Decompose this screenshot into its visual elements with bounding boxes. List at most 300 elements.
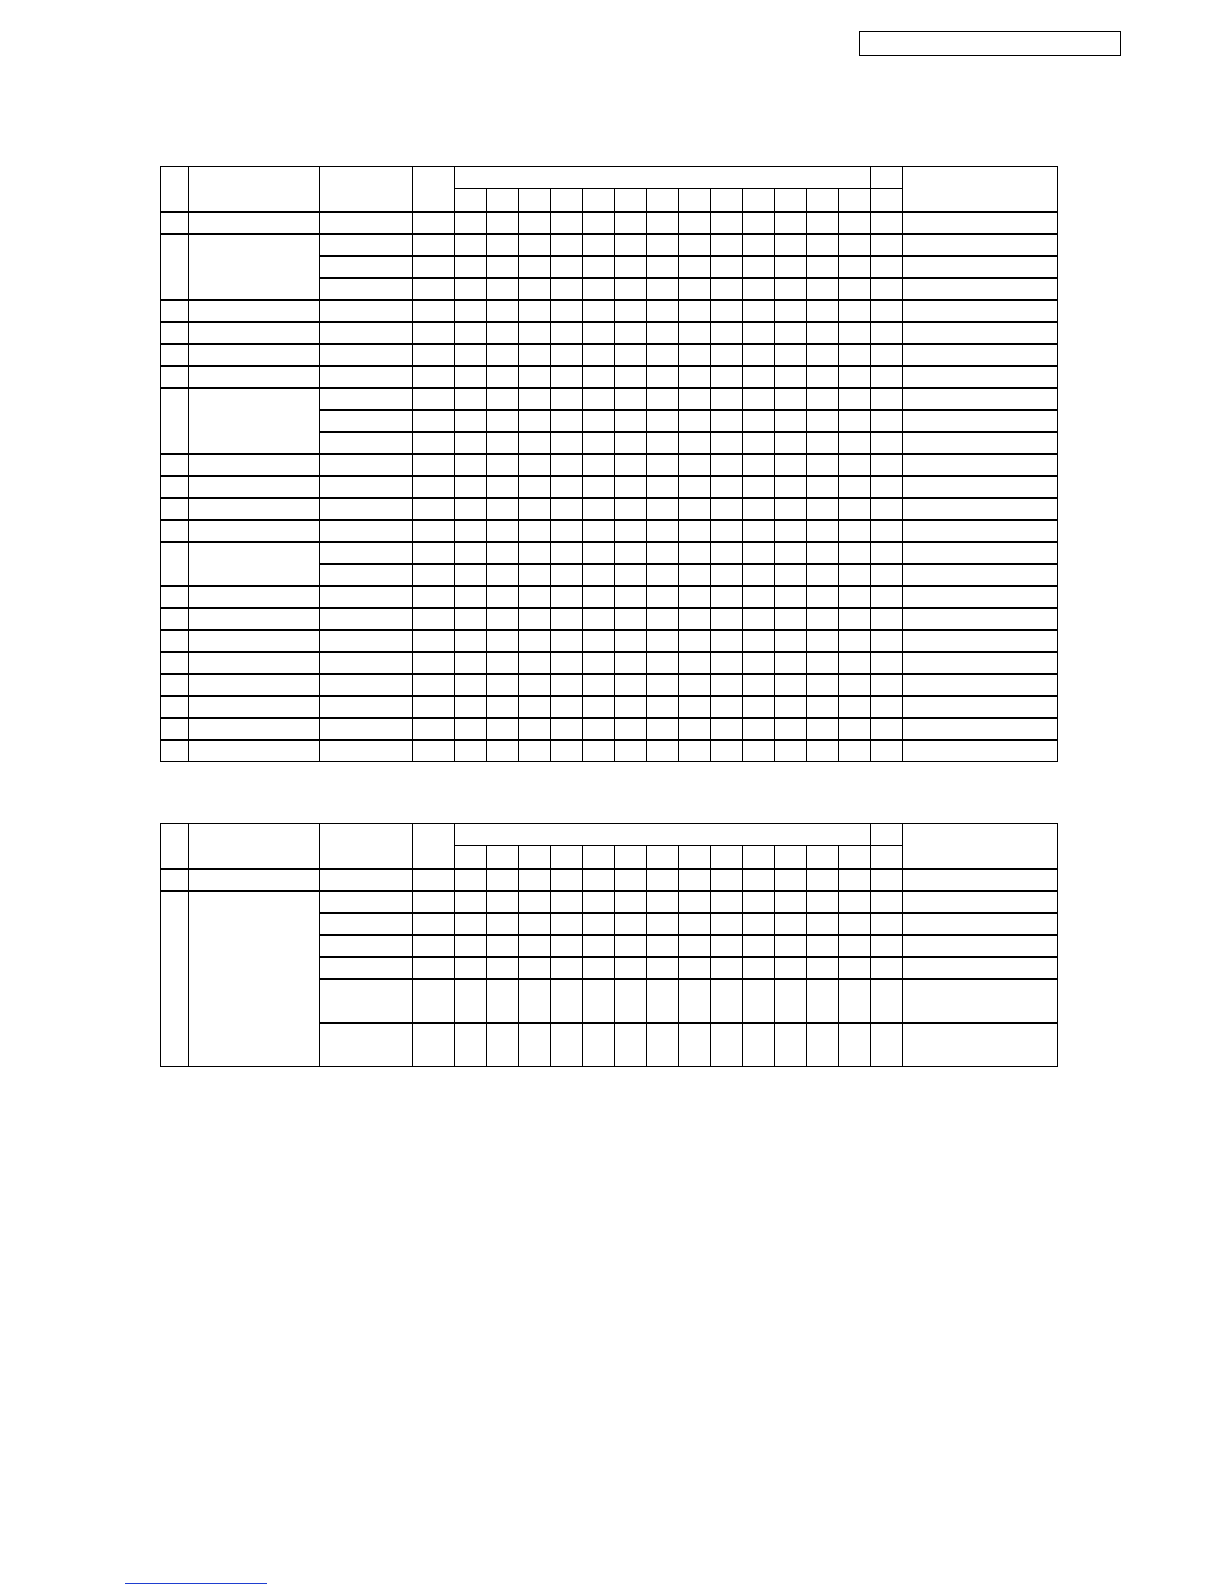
row-value-cell [711,212,743,234]
row-sub-item-cell [320,935,413,957]
table-header-row [161,167,1058,189]
row-value-cell [519,520,551,542]
row-value-cell [583,256,615,278]
row-value-cell [679,344,711,366]
table-row [161,366,1058,388]
row-unit-cell [413,410,455,432]
row-value-cell [615,740,647,762]
row-sub-item-cell [320,388,413,410]
row-sub-item-cell [320,520,413,542]
row-value-cell [455,410,487,432]
row-value-cell [487,586,519,608]
row-value-cell [871,935,903,957]
row-value-cell [679,630,711,652]
row-sub-item-cell [320,256,413,278]
row-value-cell [871,278,903,300]
row-sub-item-cell [320,674,413,696]
row-remarks-cell [903,344,1058,366]
row-unit-cell [413,1023,455,1067]
row-value-cell [807,957,839,979]
row-value-cell [711,869,743,891]
row-sub-item-cell [320,278,413,300]
row-value-cell [711,652,743,674]
row-value-cell [775,366,807,388]
row-value-cell [839,869,871,891]
row-value-cell [711,234,743,256]
row-unit-cell [413,476,455,498]
row-unit-cell [413,344,455,366]
row-value-cell [551,869,583,891]
row-value-cell [455,674,487,696]
row-value-cell [583,674,615,696]
row-value-cell [551,630,583,652]
row-value-cell [679,366,711,388]
row-value-cell [615,322,647,344]
row-sub-item-cell [320,476,413,498]
row-unit-cell [413,674,455,696]
header-cell-sub-item [320,167,413,212]
row-value-cell [711,498,743,520]
row-value-cell [871,454,903,476]
row-value-cell [807,586,839,608]
row-index-cell [161,586,189,608]
row-remarks-cell [903,740,1058,762]
row-index-cell [161,652,189,674]
row-sub-item-cell [320,913,413,935]
row-value-cell [775,234,807,256]
row-value-cell [615,608,647,630]
row-value-cell [551,454,583,476]
row-value-cell [487,652,519,674]
header-subcell [839,189,871,212]
header-cell-extra [871,167,903,189]
row-remarks-cell [903,476,1058,498]
row-value-cell [647,891,679,913]
row-value-cell [583,740,615,762]
row-value-cell [711,718,743,740]
row-value-cell [551,212,583,234]
row-value-cell [807,542,839,564]
row-value-cell [839,498,871,520]
header-subcell [679,846,711,869]
row-value-cell [871,608,903,630]
row-value-cell [679,542,711,564]
row-value-cell [455,344,487,366]
row-value-cell [839,740,871,762]
row-value-cell [775,498,807,520]
row-value-cell [775,564,807,586]
row-value-cell [679,476,711,498]
row-value-cell [615,586,647,608]
row-value-cell [839,913,871,935]
row-value-cell [583,586,615,608]
row-value-cell [871,979,903,1023]
row-value-cell [487,454,519,476]
row-value-cell [711,630,743,652]
table-row [161,300,1058,322]
row-value-cell [807,344,839,366]
row-value-cell [711,454,743,476]
row-value-cell [775,652,807,674]
row-value-cell [679,388,711,410]
row-value-cell [807,891,839,913]
row-value-cell [839,957,871,979]
row-sub-item-cell [320,498,413,520]
row-value-cell [551,957,583,979]
row-item-cell [189,454,320,476]
row-value-cell [775,696,807,718]
row-remarks-cell [903,913,1058,935]
row-value-cell [647,542,679,564]
row-value-cell [583,454,615,476]
row-index-cell [161,718,189,740]
row-value-cell [743,498,775,520]
row-value-cell [679,498,711,520]
row-value-cell [615,935,647,957]
row-value-cell [455,322,487,344]
row-value-cell [455,957,487,979]
table-row [161,388,1058,410]
row-value-cell [807,322,839,344]
row-unit-cell [413,979,455,1023]
document-reference-box [859,31,1121,56]
row-value-cell [807,278,839,300]
row-value-cell [743,913,775,935]
row-value-cell [519,212,551,234]
row-value-cell [487,979,519,1023]
row-value-cell [487,234,519,256]
row-value-cell [775,212,807,234]
data-table-one [160,166,1058,762]
row-value-cell [711,256,743,278]
row-remarks-cell [903,366,1058,388]
row-value-cell [519,322,551,344]
row-value-cell [647,388,679,410]
row-value-cell [455,740,487,762]
row-value-cell [711,913,743,935]
header-subcell [487,846,519,869]
row-value-cell [679,674,711,696]
table-row [161,586,1058,608]
row-value-cell [775,869,807,891]
row-value-cell [551,322,583,344]
row-value-cell [615,652,647,674]
row-value-cell [711,520,743,542]
row-value-cell [711,366,743,388]
row-value-cell [487,740,519,762]
row-remarks-cell [903,674,1058,696]
row-index-cell [161,542,189,586]
header-subcell [551,846,583,869]
row-remarks-cell [903,957,1058,979]
row-value-cell [551,278,583,300]
row-item-cell [189,891,320,1067]
row-remarks-cell [903,891,1058,913]
row-value-cell [583,212,615,234]
row-value-cell [519,740,551,762]
row-value-cell [455,542,487,564]
row-index-cell [161,740,189,762]
row-value-cell [775,300,807,322]
row-value-cell [839,608,871,630]
row-value-cell [743,234,775,256]
row-remarks-cell [903,652,1058,674]
row-value-cell [519,1023,551,1067]
row-value-cell [743,366,775,388]
row-item-cell [189,344,320,366]
row-item-cell [189,696,320,718]
row-value-cell [583,542,615,564]
row-value-cell [455,476,487,498]
row-value-cell [519,935,551,957]
row-value-cell [839,256,871,278]
row-value-cell [743,300,775,322]
row-value-cell [807,718,839,740]
row-item-cell [189,542,320,586]
row-item-cell [189,366,320,388]
header-subcell [455,189,487,212]
row-sub-item-cell [320,300,413,322]
row-unit-cell [413,869,455,891]
row-value-cell [455,913,487,935]
row-value-cell [551,388,583,410]
row-value-cell [551,979,583,1023]
row-value-cell [519,542,551,564]
row-value-cell [743,696,775,718]
row-value-cell [647,564,679,586]
row-value-cell [679,520,711,542]
row-unit-cell [413,388,455,410]
row-value-cell [839,979,871,1023]
row-value-cell [455,608,487,630]
row-value-cell [455,869,487,891]
row-value-cell [711,432,743,454]
row-value-cell [775,891,807,913]
row-value-cell [743,740,775,762]
row-value-cell [743,652,775,674]
row-value-cell [679,935,711,957]
row-value-cell [743,344,775,366]
row-value-cell [551,344,583,366]
row-item-cell [189,476,320,498]
row-value-cell [743,935,775,957]
row-value-cell [871,212,903,234]
table-row [161,212,1058,234]
row-value-cell [455,564,487,586]
row-value-cell [615,520,647,542]
row-value-cell [583,957,615,979]
row-value-cell [839,520,871,542]
header-subcell [775,846,807,869]
row-value-cell [615,696,647,718]
row-value-cell [487,300,519,322]
row-value-cell [519,674,551,696]
row-value-cell [519,718,551,740]
row-value-cell [871,891,903,913]
row-unit-cell [413,957,455,979]
row-value-cell [871,498,903,520]
row-value-cell [775,432,807,454]
row-value-cell [743,674,775,696]
row-value-cell [583,322,615,344]
row-value-cell [807,674,839,696]
row-value-cell [583,979,615,1023]
row-value-cell [871,322,903,344]
row-value-cell [551,520,583,542]
row-value-cell [487,322,519,344]
row-value-cell [743,891,775,913]
row-unit-cell [413,564,455,586]
row-index-cell [161,891,189,1067]
row-remarks-cell [903,718,1058,740]
row-value-cell [551,564,583,586]
row-value-cell [871,542,903,564]
header-subcell [519,189,551,212]
row-value-cell [711,608,743,630]
row-value-cell [647,344,679,366]
row-value-cell [519,913,551,935]
row-value-cell [807,366,839,388]
row-value-cell [551,586,583,608]
header-subcell [615,189,647,212]
row-value-cell [807,454,839,476]
row-sub-item-cell [320,432,413,454]
row-value-cell [871,1023,903,1067]
row-item-cell [189,300,320,322]
row-value-cell [839,454,871,476]
row-value-cell [679,740,711,762]
row-value-cell [871,957,903,979]
row-value-cell [871,674,903,696]
row-value-cell [487,344,519,366]
row-value-cell [615,212,647,234]
row-value-cell [679,212,711,234]
row-value-cell [551,366,583,388]
row-value-cell [583,935,615,957]
row-value-cell [775,740,807,762]
row-value-cell [551,913,583,935]
row-value-cell [615,344,647,366]
row-value-cell [487,388,519,410]
row-value-cell [871,388,903,410]
row-value-cell [551,674,583,696]
row-value-cell [775,410,807,432]
row-value-cell [551,718,583,740]
row-value-cell [711,278,743,300]
row-item-cell [189,674,320,696]
row-sub-item-cell [320,957,413,979]
row-value-cell [455,454,487,476]
row-value-cell [775,454,807,476]
row-value-cell [775,935,807,957]
row-value-cell [839,630,871,652]
row-value-cell [711,542,743,564]
row-value-cell [839,542,871,564]
row-value-cell [711,476,743,498]
row-index-cell [161,674,189,696]
row-value-cell [775,674,807,696]
row-value-cell [839,564,871,586]
table-row [161,476,1058,498]
row-item-cell [189,212,320,234]
row-value-cell [487,564,519,586]
row-value-cell [775,344,807,366]
row-value-cell [679,1023,711,1067]
header-subcell [711,189,743,212]
row-value-cell [871,586,903,608]
row-value-cell [583,913,615,935]
header-subcell [807,846,839,869]
row-value-cell [743,278,775,300]
row-value-cell [679,454,711,476]
row-value-cell [647,432,679,454]
row-unit-cell [413,234,455,256]
row-sub-item-cell [320,869,413,891]
row-value-cell [711,891,743,913]
row-sub-item-cell [320,410,413,432]
row-value-cell [615,718,647,740]
row-unit-cell [413,322,455,344]
row-value-cell [775,256,807,278]
row-value-cell [519,278,551,300]
row-value-cell [679,410,711,432]
row-value-cell [871,300,903,322]
row-value-cell [839,1023,871,1067]
row-value-cell [519,300,551,322]
row-value-cell [647,300,679,322]
row-value-cell [711,344,743,366]
table-row [161,608,1058,630]
row-value-cell [615,388,647,410]
row-value-cell [807,432,839,454]
row-index-cell [161,696,189,718]
row-item-cell [189,520,320,542]
table-row [161,454,1058,476]
row-value-cell [615,979,647,1023]
row-value-cell [583,234,615,256]
row-unit-cell [413,366,455,388]
row-value-cell [487,542,519,564]
row-item-cell [189,869,320,891]
header-cell-item [189,824,320,869]
row-value-cell [583,869,615,891]
row-value-cell [839,476,871,498]
row-value-cell [455,891,487,913]
row-value-cell [615,630,647,652]
row-value-cell [615,498,647,520]
table-row [161,344,1058,366]
row-value-cell [455,366,487,388]
row-unit-cell [413,740,455,762]
row-value-cell [519,256,551,278]
row-remarks-cell [903,212,1058,234]
row-value-cell [615,891,647,913]
row-value-cell [455,388,487,410]
header-subcell [775,189,807,212]
row-value-cell [583,718,615,740]
row-value-cell [743,454,775,476]
row-value-cell [743,979,775,1023]
row-value-cell [775,586,807,608]
table-row [161,630,1058,652]
row-unit-cell [413,935,455,957]
header-cell-item [189,167,320,212]
row-value-cell [551,476,583,498]
row-value-cell [871,344,903,366]
row-value-cell [583,410,615,432]
row-value-cell [487,630,519,652]
header-cell-unit [413,824,455,869]
